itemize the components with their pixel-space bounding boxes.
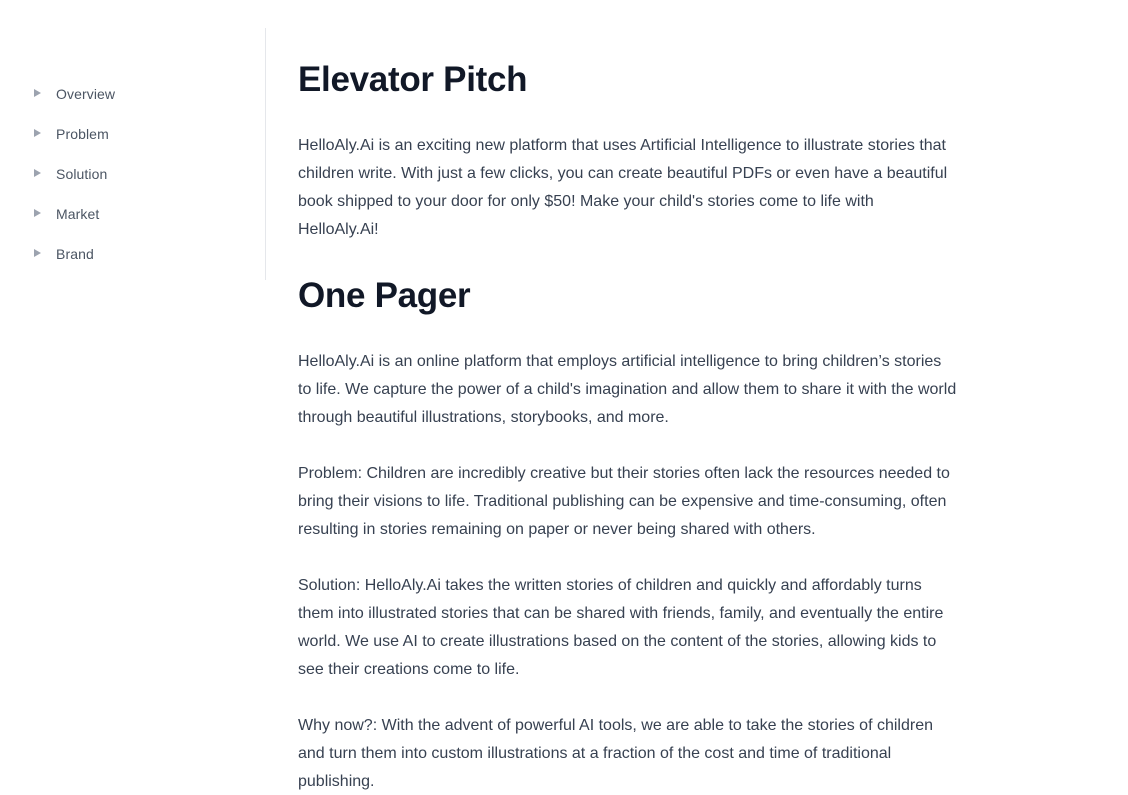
sidebar-item-label: Problem (56, 126, 109, 142)
elevator-pitch-heading: Elevator Pitch (298, 60, 528, 99)
elevator-pitch-paragraph: HelloAly.Ai is an exciting new platform that uses Artificial Intelligence to illustrate stories that children write. With just a few clicks, you can create beautiful PDFs or even have a beautiful book shipped to your door for only $50! Make your child's stories come to life with HelloAly.Ai! (298, 137, 948, 238)
caret-right-icon (34, 209, 41, 217)
sidebar-list (32, 74, 115, 274)
sidebar-item-label: Overview (56, 86, 116, 102)
sidebar-item-overview[interactable] (32, 74, 115, 114)
sidebar-item-market[interactable] (32, 194, 115, 234)
caret-right-icon (34, 89, 41, 97)
sidebar-nav (0, 28, 266, 280)
sidebar-item-brand[interactable] (32, 234, 115, 274)
one-pager-problem-paragraph: Problem: Children are incredibly creative but their stories often lack the resources needed to bring their visions to life. Traditional publishing can be expensive and time-consuming, often resulting in stories remaining on paper or never being shared with others. (298, 465, 950, 538)
one-pager-why-now-paragraph: Why now?: With the advent of powerful AI tools, we are able to take the stories of children and turn them into custom illustrations at a fraction of the cost and time of traditional publishing. (298, 717, 933, 790)
caret-right-icon (34, 249, 41, 257)
caret-right-icon (34, 129, 41, 137)
sidebar-item-solution[interactable] (32, 154, 115, 194)
one-pager-intro-paragraph: HelloAly.Ai is an online platform that employs artificial intelligence to bring children’s stories to life. We capture the power of a child's imagination and allow them to share it with the world through beautiful illustrations, storybooks, and more. (298, 353, 957, 426)
one-pager-heading: One Pager (298, 276, 471, 315)
sidebar-item-label: Brand (56, 246, 94, 262)
sidebar-item-label: Market (56, 206, 100, 222)
sidebar-item-label: Solution (56, 166, 108, 182)
sidebar-item-problem[interactable] (32, 114, 115, 154)
one-pager-solution-paragraph: Solution: HelloAly.Ai takes the written stories of children and quickly and affordably turns them into illustrated stories that can be shared with friends, family, and eventually the entire world. We use AI to create illustrations based on the content of the stories, allowing kids to see their creations come to life. (298, 577, 944, 678)
caret-right-icon (34, 169, 41, 177)
